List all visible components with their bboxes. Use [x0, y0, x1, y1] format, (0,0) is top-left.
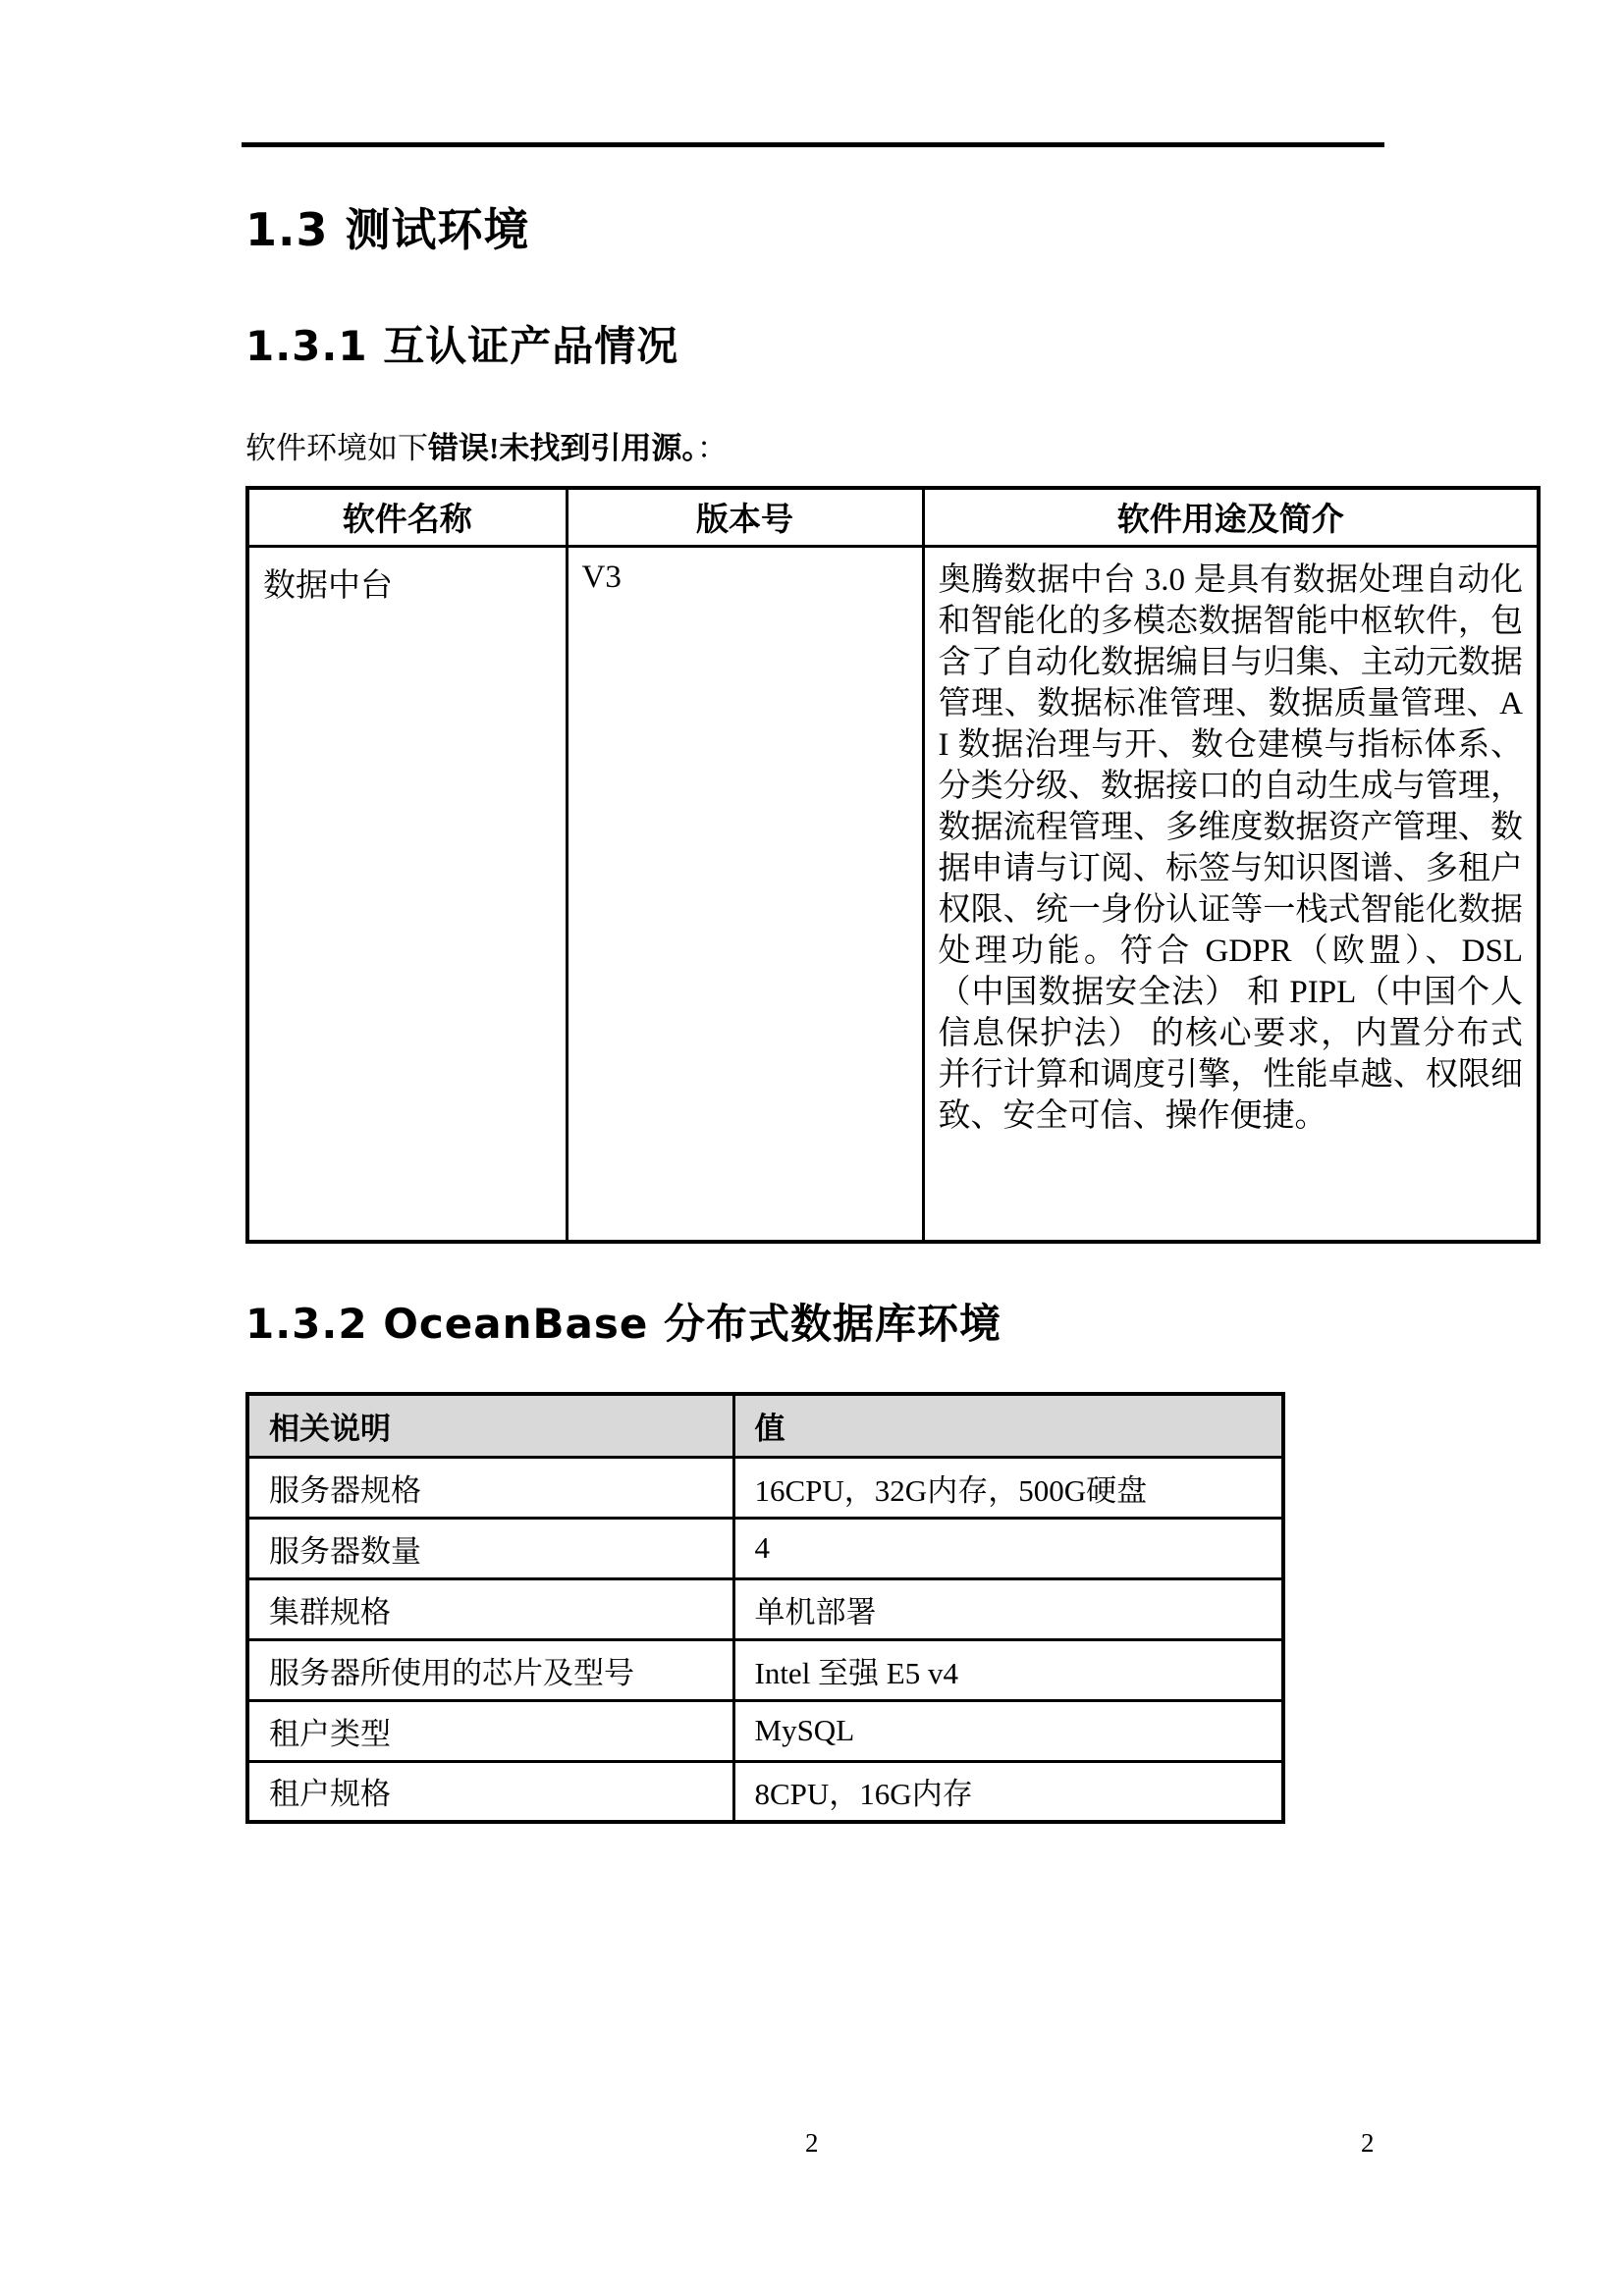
oceanbase-environment-table — [245, 1392, 1285, 1824]
page-number-right: 2 — [1361, 2128, 1375, 2158]
section-heading-test-environment: 1.3 测试环境 — [245, 203, 530, 256]
page-number-center: 2 — [805, 2128, 819, 2158]
value-cell: Intel 至强 E5 v4 — [733, 1639, 1283, 1700]
key-cell: 服务器所使用的芯片及型号 — [247, 1639, 733, 1700]
software-description-cell — [923, 546, 1539, 1242]
subsection-heading-mutual-certification: 1.3.1 互认证产品情况 — [245, 322, 679, 370]
value-cell: 单机部署 — [733, 1578, 1283, 1639]
software-version-cell: V3 — [567, 546, 923, 1242]
value-cell: 16CPU，32G内存，500G硬盘 — [733, 1457, 1283, 1518]
intro-text: 软件环境如下 — [245, 431, 428, 465]
table-row-server-spec — [247, 1457, 1283, 1518]
table-row-tenant-spec — [247, 1761, 1283, 1822]
software-description-text: 奥腾数据中台 3.0 是具有数据处理自动化和智能化的多模态数据智能中枢软件，包含了自动化数据编目与归集、主动元数据管理、数据标准管理、数据质量管理、AI 数据治理与开、数仓建模与指标体系、分类分级、数据接口的自动生成与管理，数据流程管理、多维度数据资产管理、数据申请与订阅、标签与知识图谱、多租户权限、统一身份认证等一栈式智能化数据处理功能。符合 GDPR（欧盟）、DSL（中国数据安全法） 和 PIPL（中国个人信息保护法） 的核心要求，内置分布式并行计算和调度引擎，性能卓越、权限细致、安全可信、操作便捷。 — [938, 561, 1523, 1134]
value-header: 值 — [733, 1394, 1283, 1457]
software-environment-table — [245, 486, 1541, 1244]
table-row-cluster-spec — [247, 1578, 1283, 1639]
subsection-heading-oceanbase: 1.3.2 OceanBase 分布式数据库环境 — [245, 1300, 1001, 1348]
intro-paragraph — [245, 429, 728, 468]
oceanbase-table-header-row — [247, 1394, 1283, 1457]
intro-colon: ： — [696, 431, 728, 465]
value-cell: 8CPU，16G内存 — [733, 1761, 1283, 1822]
key-cell: 租户类型 — [247, 1700, 733, 1761]
table-row-chip-model — [247, 1639, 1283, 1700]
software-name-cell: 数据中台 — [247, 546, 567, 1242]
key-cell: 集群规格 — [247, 1578, 733, 1639]
value-cell: 4 — [733, 1518, 1283, 1578]
key-cell: 服务器数量 — [247, 1518, 733, 1578]
software-table-header-row — [247, 488, 1539, 546]
key-cell: 服务器规格 — [247, 1457, 733, 1518]
related-description-header: 相关说明 — [247, 1394, 733, 1457]
table-row-server-count — [247, 1518, 1283, 1578]
value-cell: MySQL — [733, 1700, 1283, 1761]
table-row-tenant-type — [247, 1700, 1283, 1761]
key-cell: 租户规格 — [247, 1761, 733, 1822]
version-header: 版本号 — [567, 488, 923, 546]
header-rule — [242, 142, 1384, 147]
software-name-header: 软件名称 — [247, 488, 567, 546]
error-reference-text: 错误!未找到引用源。 — [428, 431, 697, 465]
software-purpose-header: 软件用途及简介 — [923, 488, 1539, 546]
software-table-row — [247, 546, 1539, 1242]
